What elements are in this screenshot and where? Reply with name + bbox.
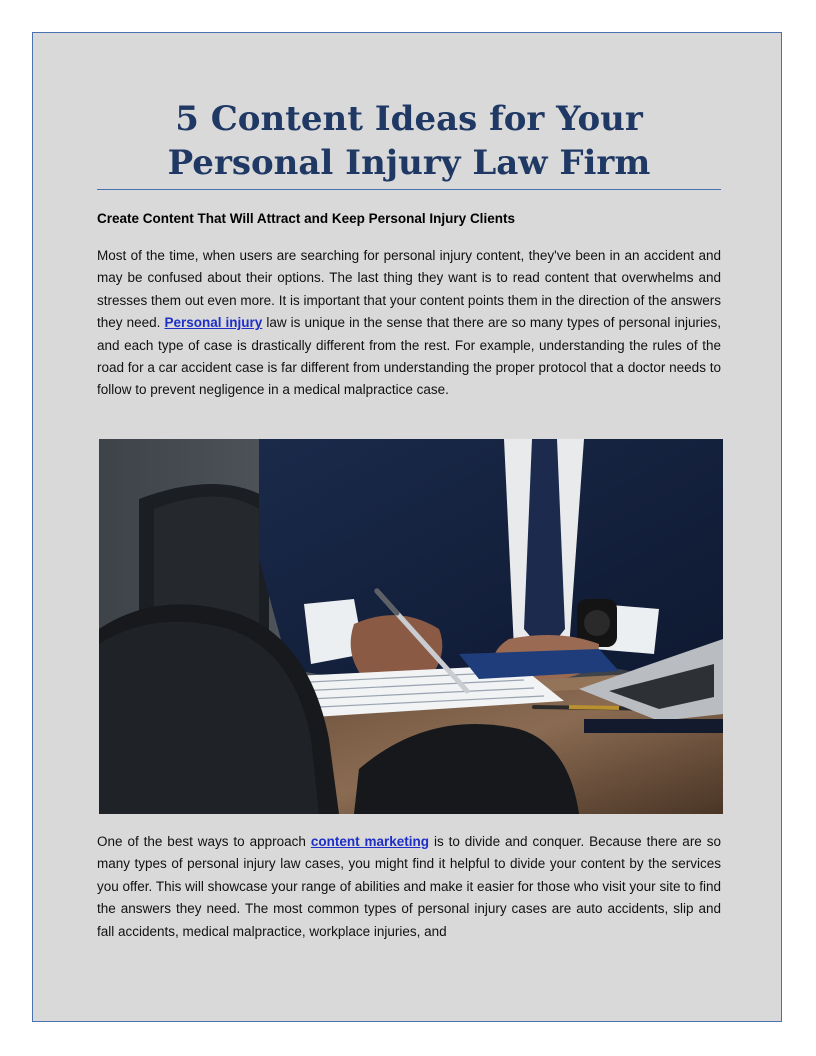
section-heading: Create Content That Will Attract and Keep Personal Injury Clients: [97, 211, 515, 226]
paragraph-content-marketing: [97, 831, 721, 943]
document-title: 5 Content Ideas for Your Personal Injury Law Firm: [167, 99, 651, 183]
personal-injury-link[interactable]: Personal injury: [164, 315, 263, 331]
paragraph-text: is to divide and conquer. Because there are so many types of personal injury law cases, you might find it helpful to divide your content by the services you offer. This will showcase your range of abilities and make it easier for those who visit your site to find the answers they need. The most common types of personal injury cases are auto accidents, slip and fall accidents, medical malpractice, workplace injuries, and: [97, 834, 722, 939]
paragraph-text: One of the best ways to approach: [97, 834, 311, 849]
paragraph-text: law is unique in the sense that there are so many types of personal injuries, and each type of case is drastically different from the rest. For example, understanding the rules of the road for a car accident case is far different from understanding the proper protocol that a doctor needs to follow to prevent negligence in a medical malpractice case.: [97, 315, 721, 398]
paragraph-text: Most of the time, when users are searching for personal injury content, they've been in an accident and may be confused about their options. The last thing they want is to read content that overwhelms and stresses them out even more. It is important that your content points them in the direction of the answers they need.: [97, 248, 721, 331]
document-page: [32, 32, 782, 1022]
lawyer-signing-document-photo: [99, 439, 723, 814]
paragraph-intro: [97, 245, 721, 402]
content-marketing-link[interactable]: content marketing: [310, 834, 430, 849]
title-divider: [97, 189, 721, 190]
